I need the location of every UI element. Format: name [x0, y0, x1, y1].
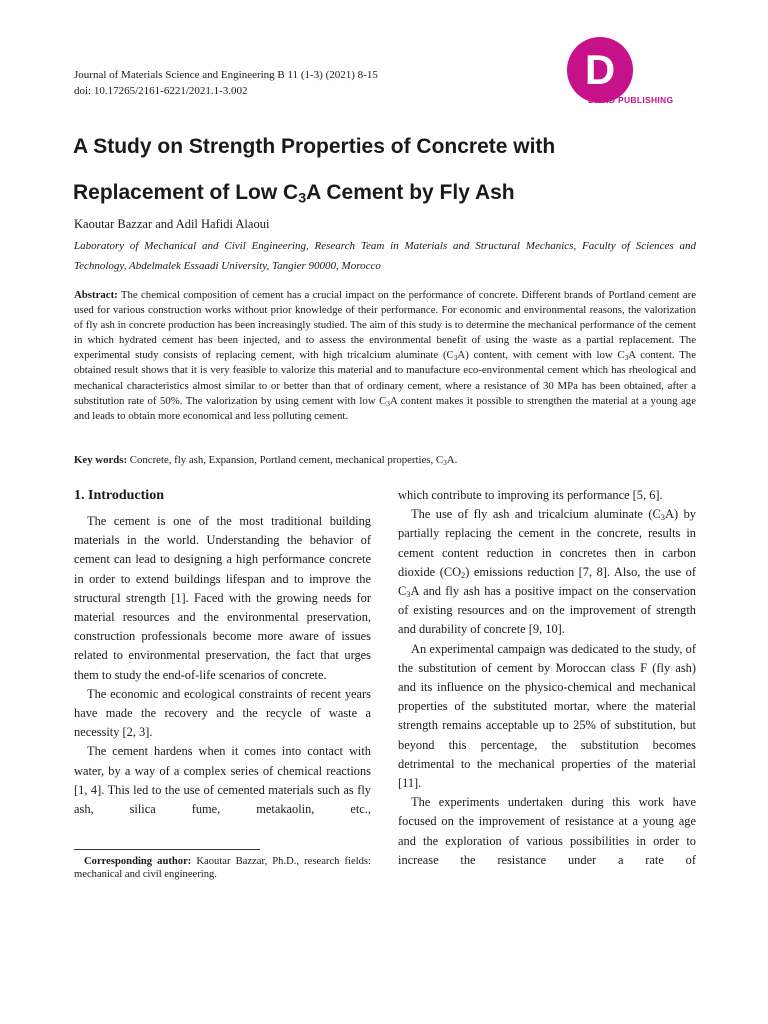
logo-text: DAVID PUBLISHING: [588, 95, 674, 105]
footnote: Corresponding author: Kaoutar Bazzar, Ph.D., research fields: mechanical and civil engineering.: [74, 856, 371, 880]
paragraph: The cement hardens when it comes into contact with water, by a way of a complex series of chemical reactions [1, 4]. This led to the use of cemented materials such as fly ash, silica fume, metakaolin, etc.,: [74, 744, 371, 817]
authors: Kaoutar Bazzar and Adil Hafidi Alaoui: [74, 217, 270, 231]
paragraph: The experiments undertaken during this work have focused on the improvement of resistance at a young age and the exploration of various possibilities in order to increase the resistance under a rate of: [398, 795, 696, 867]
section-heading: 1. Introduction: [74, 488, 164, 503]
title-line-2: Replacement of Low $C_3A$ Cement by Fly Ash: [73, 181, 515, 207]
publisher-logo: [558, 36, 698, 108]
footnote-rule: [74, 849, 260, 850]
doi: doi: 10.17265/2161-6221/2021.1-3.002: [74, 85, 248, 97]
paper-title: [73, 124, 713, 216]
paragraph: An experimental campaign was dedicated to the study, of the substitution of cement by Moroccan class F (fly ash) and its influence on the physico-chemical and mechanical properties of the substituted mortar, where the material strength remains acceptable up to 25% of substitution, but beyond this percentage, the substitution becomes detrimental to the mechanical properties of the material [11].: [398, 641, 696, 791]
paragraph: The cement is one of the most traditional building materials in the world. Understanding the behavior of cement can lead to designing a high performance concrete in order to extend buildings lifespan and to improve the structural strength [1]. Faced with the growing needs for material resources and the environmental preservation, construction professionals become more aware of issues related to environmental preservation, the fact that urges them to study the end-of-life scenarios of concrete.: [74, 514, 371, 682]
affiliation: Laboratory of Mechanical and Civil Engineering, Research Team in Materials and Structural Mechanics, Faculty of Sciences and Technology, Abdelmalek Essaadi University, Tangier 90000, Morocco: [74, 240, 696, 272]
paragraph: The economic and ecological constraints of recent years have made the recovery and the recycle of waste a necessity [2, 3].: [74, 686, 371, 740]
footnote-label: Corresponding author:: [84, 856, 192, 867]
left-column: [74, 486, 371, 819]
keywords-label: Key words:: [74, 454, 128, 466]
paragraph: which contribute to improving its performance [5, 6].: [398, 488, 663, 502]
journal-header: [74, 67, 378, 99]
logo-letter: D: [584, 46, 616, 93]
right-column: [398, 486, 696, 870]
title-line-1: A Study on Strength Properties of Concrete with: [73, 135, 556, 158]
abstract: Abstract: The chemical composition of cement has a crucial impact on the performance of concrete. Different brands of Portland cement are used for various construction works without prior knowledge of their performance. For economic and environmental reasons, the valorization of fly ash in concrete production has been increasingly studied. The aim of this study is to determine the mechanical performance of the cement in which hydrated cement has been injected, and to assess the environmental benefit of using the waste as a partial replacement. The experimental study consists of replacing cement, with high tricalcium aluminate $(C_3A)$ content, with cement with low $C_3A$ content. The obtained result shows that it is very feasible to valorize this material and to manufacture eco-environmental cement which has rheological and mechanical characteristics almost similar to or better than that of ordinary cement, where a resistance of 30 MPa has been obtained, after a substitution rate of 50%. The valorization by using cement with low $C_3A$ content makes it possible to strengthen the material at a young age and leads to obtain more economical and less polluting cement.: [74, 289, 697, 422]
paragraph: The use of fly ash and tricalcium aluminate $(C_3A)$ by partially replacing the cement in the concrete, results in cement content reduction in concretes then in carbon dioxide $(CO_2)$ emissions reduction [7, 8]. Also, the use of $C_3A$ and fly ash has a positive impact on the conservation of existing resources and on the improvement of strength and durability of concrete [9, 10].: [398, 507, 696, 637]
abstract-label: Abstract:: [74, 289, 118, 301]
journal-citation: Journal of Materials Science and Engineering B 11 (1-3) (2021) 8-15: [74, 69, 378, 81]
keywords: Key words: Concrete, fly ash, Expansion, Portland cement, mechanical properties, $C_3A$.: [74, 454, 458, 467]
